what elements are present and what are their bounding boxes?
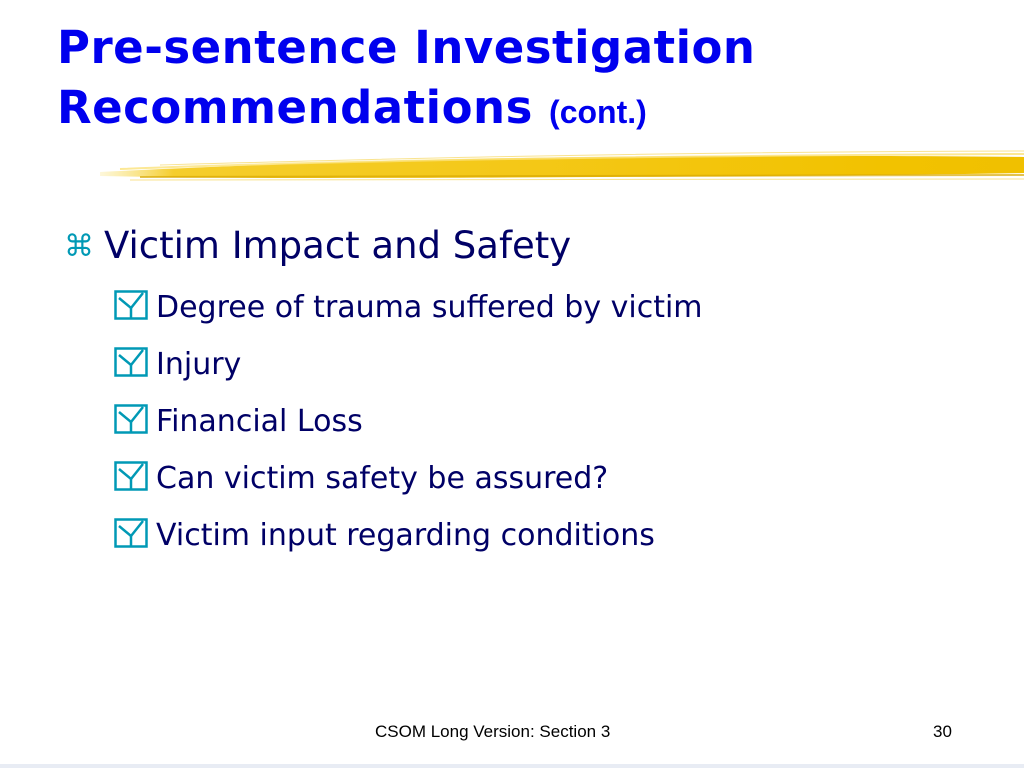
checked-box-icon [114, 347, 156, 377]
sub-bullet-text: Injury [156, 347, 242, 382]
heading-bullet-text: Victim Impact and Safety [104, 224, 572, 267]
list-item [114, 397, 703, 454]
checked-box-icon [114, 461, 156, 491]
list-item [114, 340, 703, 397]
sub-bullet-text: Victim input regarding conditions [156, 518, 655, 553]
sub-bullet-list [114, 283, 703, 568]
title-suffix: (cont.) [549, 94, 647, 130]
title-line-1: Pre-sentence Investigation [57, 21, 756, 74]
slide-title [57, 18, 997, 142]
title-line-2 [57, 78, 997, 142]
sub-bullet-text: Degree of trauma suffered by victim [156, 290, 703, 325]
bottom-band [0, 764, 1024, 768]
list-item [114, 511, 703, 568]
place-of-interest-icon: ⌘ [64, 229, 94, 264]
brush-stroke-underline [100, 146, 1024, 186]
title-main-text: Recommendations [57, 81, 533, 134]
list-item [114, 454, 703, 511]
list-item [114, 283, 703, 340]
heading-bullet [64, 220, 571, 273]
sub-bullet-text: Can victim safety be assured? [156, 461, 609, 496]
checked-box-icon [114, 404, 156, 434]
page-number: 30 [933, 722, 952, 741]
checked-box-icon [114, 518, 156, 548]
sub-bullet-text: Financial Loss [156, 404, 363, 439]
checked-box-icon [114, 290, 156, 320]
footer-text: CSOM Long Version: Section 3 [375, 722, 611, 741]
